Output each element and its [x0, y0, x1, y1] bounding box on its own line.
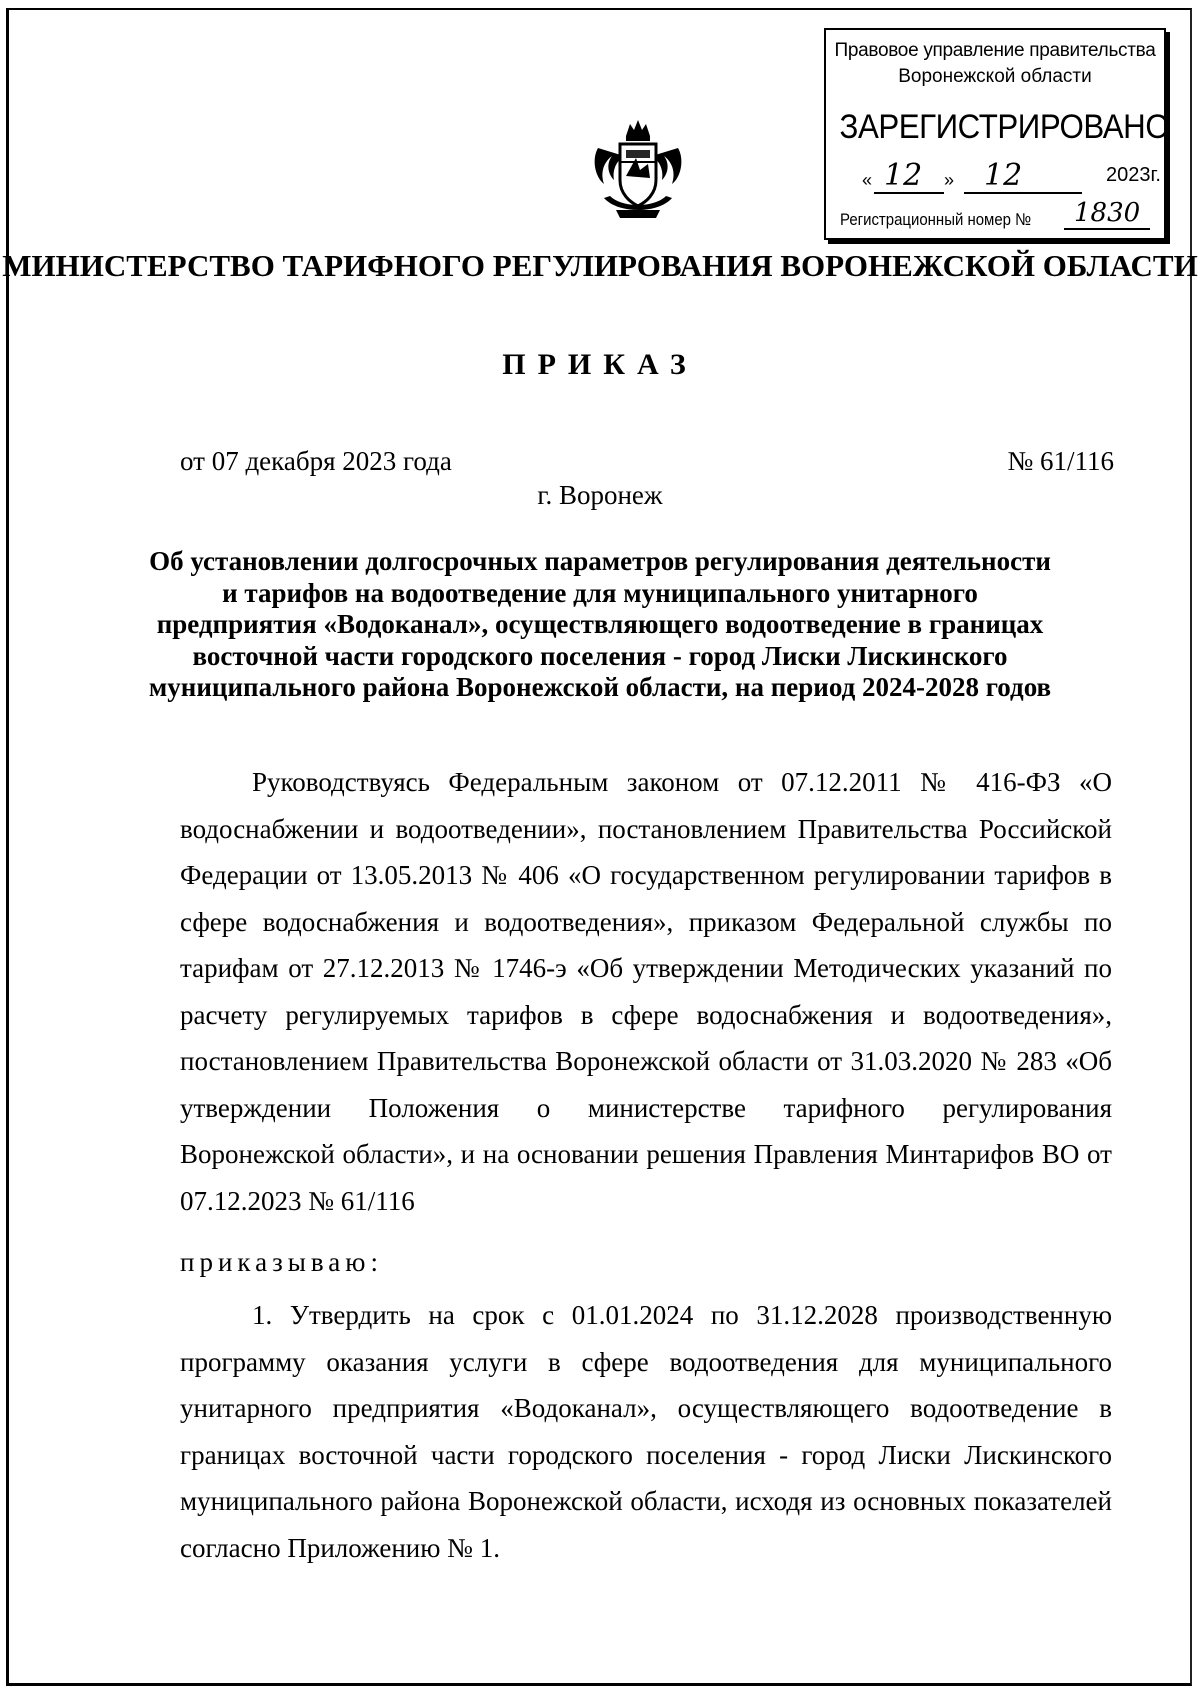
stamp-reg-number: [836, 198, 1154, 234]
document-type: ПРИКАЗ: [502, 348, 698, 381]
stamp-org-line1: Правовое управление правительства: [834, 40, 1156, 61]
stamp-day-underline: [874, 192, 944, 194]
stamp-month-underline: [964, 192, 1082, 194]
stamp-reg-value: 1830: [1074, 198, 1141, 228]
stamp-date: [844, 158, 1161, 198]
stamp-quote-close: »: [944, 170, 955, 190]
document-city: г. Воронеж: [537, 480, 663, 510]
stamp-org-line2: Воронежской области: [898, 66, 1092, 87]
stamp-year: 2023г.: [1106, 164, 1161, 186]
stamp-reg-label: Регистрационный номер №: [840, 210, 1032, 229]
ministry-name: МИНИСТЕРСТВО ТАРИФНОГО РЕГУЛИРОВАНИЯ ВОРОНЕЖСКОЙ ОБЛАСТИ: [2, 248, 1198, 283]
item-1-text: 1. Утвердить на срок с 01.01.2024 по 31.12.2028 производственную программу оказания услуги в сфере водоотведения для муниципального унитарного предприятия «Водоканал», осуществляющего водоотведение в границах восточной части городского поселения - город Лиски Лискинского муниципального района Воронежской области, исходя из основных показателей согласно Приложению № 1.: [180, 1300, 1112, 1563]
registration-stamp: [824, 28, 1170, 240]
stamp-quote-open: «: [862, 170, 873, 190]
document-date: от 07 декабря 2023 года: [180, 446, 452, 476]
stamp-number-underline: [1064, 228, 1150, 230]
stamp-day: 12: [884, 158, 923, 193]
item-1-paragraph: [180, 1292, 1112, 1571]
document-title: Об установлении долгосрочных параметров регулирования деятельности и тарифов на водоотведение для муниципального унитарного предприятия «Водоканал», осуществляющего водоотведение в границах восточной части городского поселения - город Лиски Лискинского муниципального района Воронежской области, на период 2024-2028 годов: [148, 546, 1052, 702]
coat-of-arms-icon: [590, 118, 686, 222]
preamble-text: Руководствуясь Федеральным законом от 07.12.2011 № 416-ФЗ «О водоснабжении и водоотведении», постановлением Правительства Российской Федерации от 13.05.2013 № 406 «О государственном регулировании тарифов в сфере водоснабжения и водоотведения», приказом Федеральной службы по тарифам от 27.12.2013 № 1746-э «Об утверждении Методических указаний по расчету регулируемых тарифов в сфере водоснабжения и водоотведения», постановлением Правительства Воронежской области от 31.03.2020 № 283 «Об утверждении Положения о министерстве тарифного регулирования Воронежской области», и на основании решения Правления Минтарифов ВО от 07.12.2023 № 61/116: [180, 767, 1112, 1216]
stamp-registered: ЗАРЕГИСТРИРОВАНО: [839, 108, 1170, 146]
document-number: № 61/116: [1007, 446, 1114, 476]
preamble-paragraph: [180, 759, 1112, 1224]
stamp-month: 12: [984, 158, 1023, 193]
decree-word: приказываю:: [180, 1247, 383, 1277]
